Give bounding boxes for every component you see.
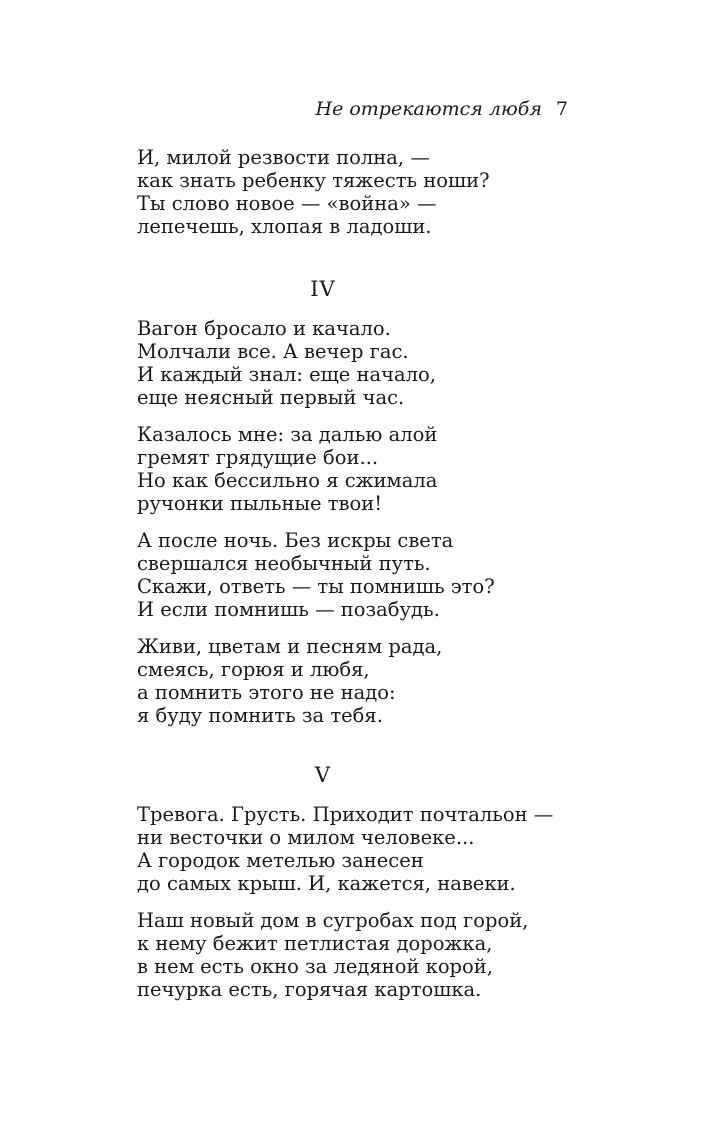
poem-line: я буду помнить за тебя. (137, 704, 383, 727)
poem-line: а помнить этого не надо: (137, 681, 396, 704)
poem-line: до самых крыш. И, кажется, навеки. (137, 872, 516, 895)
poem-line: в нем есть окно за ледяной корой, (137, 955, 493, 978)
poem-body (137, 146, 597, 1015)
poem-line: А после ночь. Без искры света (137, 529, 454, 552)
poem-line: И если помнишь — позабудь. (137, 598, 440, 621)
poem-line: Скажи, ответь — ты помнишь это? (137, 575, 495, 598)
poem-line: гремят грядущие бои... (137, 446, 379, 469)
poem-line: И каждый знал: еще начало, (137, 363, 436, 386)
poem-line: Но как бессильно я сжимала (137, 469, 438, 492)
section-number-v: V (314, 763, 332, 787)
poem-line: Вагон бросало и качало. (137, 317, 391, 340)
stanza (137, 909, 597, 1001)
poem-line: ручонки пыльные твои! (137, 492, 383, 515)
poem-line: ни весточки о милом человеке... (137, 826, 475, 849)
stanza (137, 146, 597, 238)
poem-line: Ты слово новое — «война» — (137, 192, 437, 215)
poem-line: как знать ребенку тяжесть ноши? (137, 169, 490, 192)
poem-line: Живи, цветам и песням рада, (137, 635, 443, 658)
running-header (300, 97, 568, 121)
poem-line: Наш новый дом в сугробах под горой, (137, 909, 529, 932)
stanza (137, 423, 597, 515)
running-title: Не отрекаются любя (315, 98, 542, 120)
poem-line: И, милой резвости полна, — (137, 146, 430, 169)
poem-line: лепечешь, хлопая в ладоши. (137, 215, 432, 238)
stanza (137, 317, 597, 409)
page-number: 7 (555, 98, 568, 120)
poem-line: смеясь, горюя и любя, (137, 658, 370, 681)
stanza (137, 635, 597, 727)
poem-line: Тревога. Грусть. Приходит почтальон — (137, 803, 554, 826)
stanza (137, 803, 597, 895)
poem-line: к нему бежит петлистая дорожка, (137, 932, 493, 955)
stanza (137, 529, 597, 621)
poem-line: печурка есть, горячая картошка. (137, 978, 482, 1001)
poem-line: еще неясный первый час. (137, 386, 405, 409)
poem-line: свершался необычный путь. (137, 552, 431, 575)
poem-line: Молчали все. А вечер гас. (137, 340, 409, 363)
section-number-iv: IV (310, 277, 336, 301)
poem-line: А городок метелью занесен (137, 849, 424, 872)
poem-line: Казалось мне: за далью алой (137, 423, 438, 446)
